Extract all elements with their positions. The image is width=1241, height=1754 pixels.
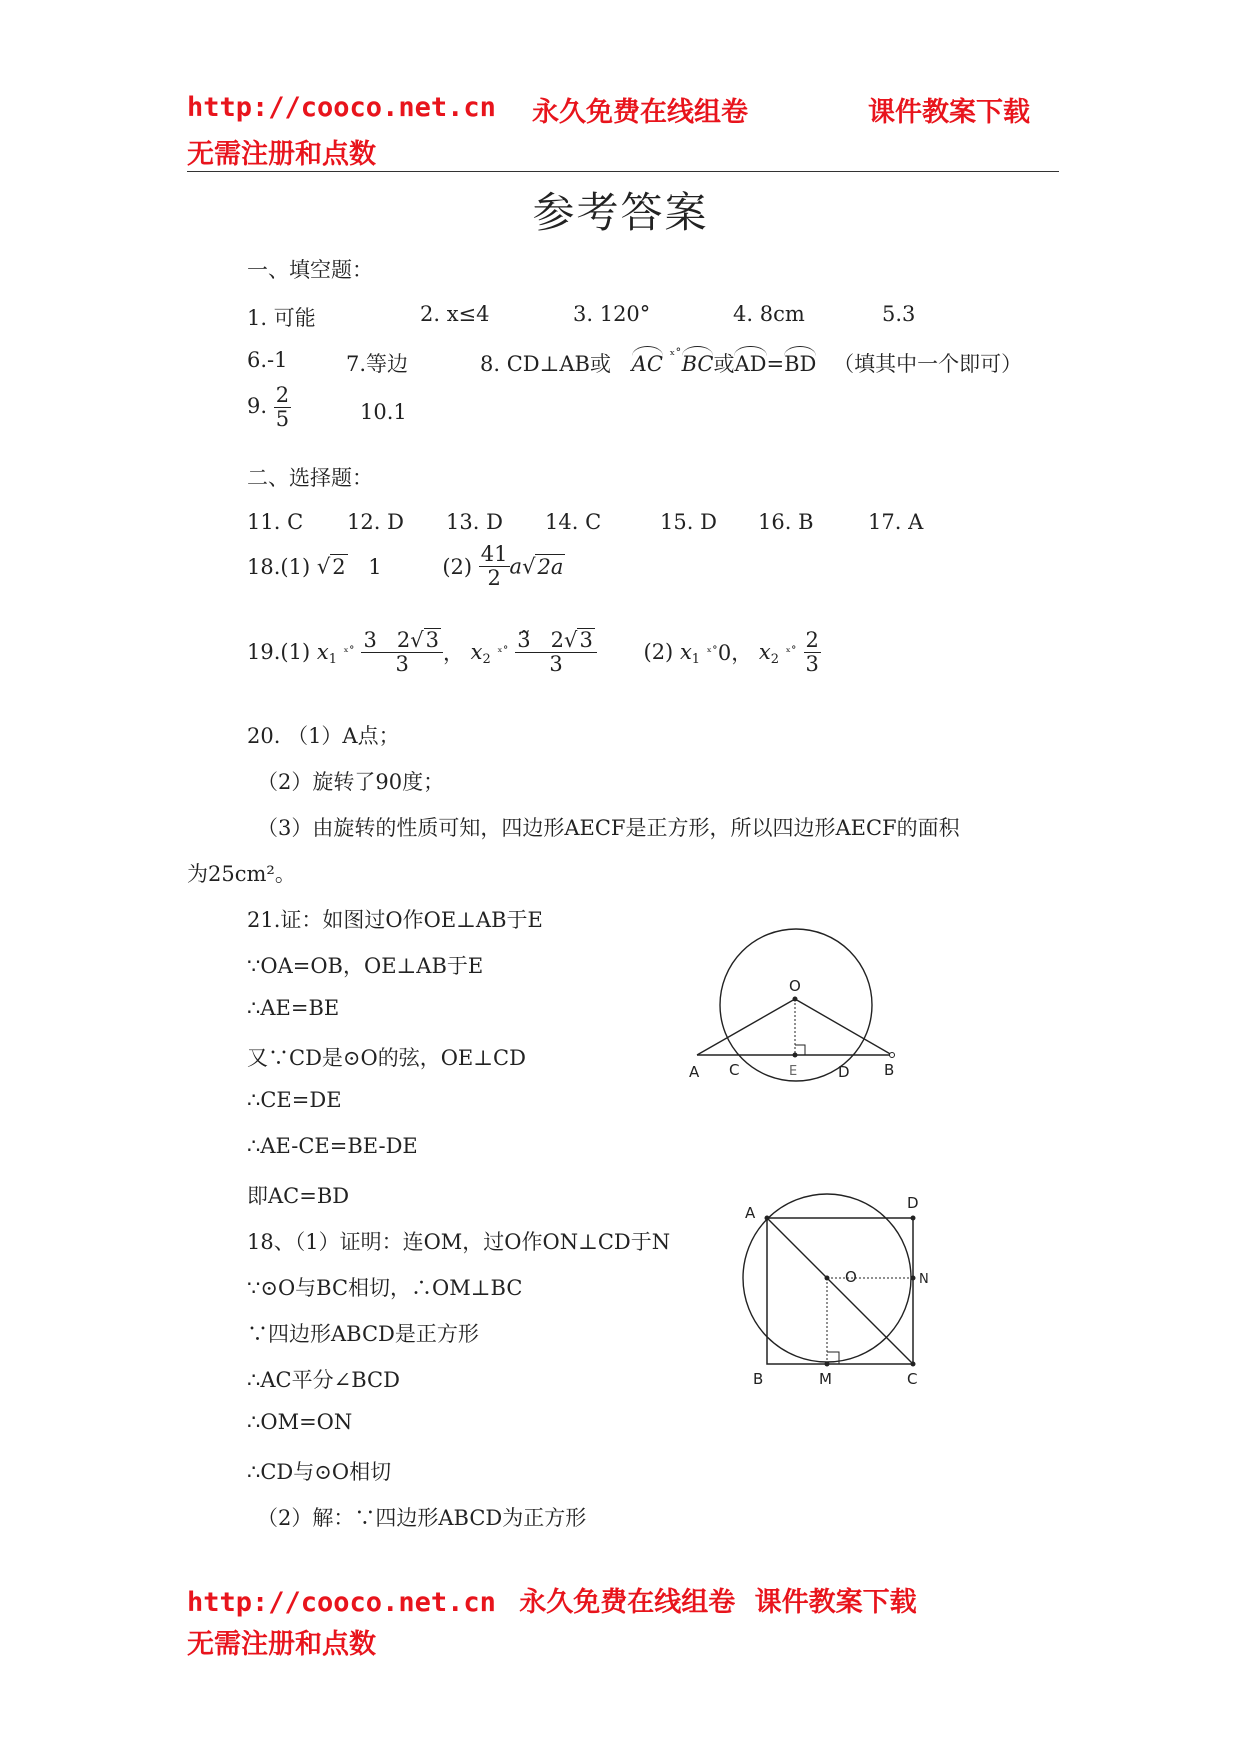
answer-20-line-4: 为25cm²。	[187, 862, 296, 886]
answer-20-line-1: 20. （1）A点；	[247, 724, 400, 748]
sqrt-sign: √	[316, 554, 331, 579]
answer-20-line-3: （3）由旋转的性质可知，四边形AECF是正方形，所以四边形AECF的面积	[257, 816, 960, 840]
answer-19-prefix: 19.(1)	[247, 640, 311, 665]
fraction-denominator: 3	[549, 652, 563, 677]
variable-x: x	[679, 640, 692, 665]
point-o	[793, 997, 798, 1002]
point-m	[825, 1362, 830, 1367]
answer-8	[480, 348, 1022, 378]
answer-10: 10.1	[360, 400, 407, 424]
answer-8-eq: =	[766, 352, 785, 376]
num-term: 3	[363, 628, 377, 652]
zero-value: 0，	[717, 641, 753, 666]
label-n: N	[919, 1272, 929, 1287]
label-d: D	[838, 1063, 850, 1081]
answer-8-or: 或	[713, 352, 735, 376]
proof-21-line: ∴AE=BE	[247, 996, 340, 1020]
answer-19	[247, 628, 821, 676]
footer-slogan-1: 永久免费在线组卷	[519, 1587, 736, 1618]
fraction	[274, 384, 291, 431]
choice-16: 16. B	[758, 510, 814, 534]
figure-circle-chord	[685, 925, 905, 1095]
diagonal-ac	[767, 1218, 913, 1364]
choice-11: 11. C	[247, 510, 304, 534]
label-o: O	[789, 977, 801, 995]
page-title: 参考答案	[532, 188, 709, 237]
header-url[interactable]: http://cooco.net.cn	[187, 92, 496, 123]
label-a: A	[745, 1204, 756, 1222]
subscript: 1	[691, 651, 701, 667]
fraction-numerator: 2	[275, 383, 290, 407]
label-b: B	[753, 1370, 764, 1388]
line-ob	[795, 999, 892, 1055]
point-b	[890, 1053, 895, 1058]
answer-18-prefix: 18.(1)	[247, 554, 311, 579]
sqrt-radicand: 3	[579, 628, 593, 652]
answer-9-prefix: 9.	[247, 394, 268, 419]
proof-18-line: （2）解：∵四边形ABCD为正方形	[257, 1506, 587, 1530]
label-c: C	[729, 1061, 740, 1079]
circle-o	[720, 929, 872, 1081]
point-e	[793, 1053, 798, 1058]
section2-heading: 二、选择题：	[247, 466, 373, 490]
fraction-numerator: 41	[480, 542, 508, 566]
fraction-numerator: 2	[805, 627, 819, 652]
answer-19-part2: (2)	[643, 640, 674, 665]
fraction-numerator: 3̃ 2√3	[515, 628, 597, 653]
proof-21-line: 即AC=BD	[247, 1184, 350, 1208]
fraction	[804, 629, 821, 676]
answer-5: 5.3	[882, 302, 916, 326]
footer-line-1	[187, 1580, 917, 1619]
subscript: 2	[770, 651, 780, 667]
answer-18-part1-tail: 1	[368, 554, 382, 579]
header-slogan-3: 无需注册和点数	[187, 139, 376, 170]
proof-21-line: ∵OA=OB，OE⊥AB于E	[247, 954, 484, 978]
fraction	[515, 628, 597, 676]
point-o	[825, 1276, 830, 1281]
variable-x: x	[470, 640, 483, 665]
num-term: 2	[550, 628, 565, 652]
proof-21-line: ∴CE=DE	[247, 1088, 342, 1112]
line-oa	[697, 999, 795, 1055]
arc-ad: AD	[734, 352, 767, 376]
header-slogan-1: 永久免费在线组卷	[532, 97, 748, 128]
fraction-denominator: 3	[395, 652, 409, 677]
sqrt-sign: √	[522, 554, 536, 579]
answer-6: 6.-1	[247, 348, 288, 372]
label-e: E	[789, 1064, 798, 1079]
answer-2: 2. x≤4	[420, 302, 490, 326]
answer-3: 3. 120°	[573, 302, 651, 326]
footer-slogan-2: 课件教案下载	[754, 1587, 917, 1618]
choice-14: 14. C	[545, 510, 602, 534]
garbled-glyph: ˣ˚	[669, 348, 682, 363]
fraction-denominator: 5	[275, 407, 290, 432]
answer-18-part2: (2)	[442, 554, 473, 579]
subscript: 2	[482, 651, 491, 667]
section1-heading: 一、填空题：	[247, 258, 373, 282]
fraction-denominator: 3	[805, 651, 819, 676]
proof-21-line: 又∵CD是⊙O的弦，OE⊥CD	[247, 1046, 526, 1070]
header-slogan-2: 课件教案下载	[868, 97, 1030, 128]
num-term: 2	[396, 628, 411, 652]
point-d	[911, 1216, 916, 1221]
choice-12: 12. D	[347, 510, 404, 534]
fraction-denominator: 2	[487, 566, 501, 591]
point-a	[765, 1216, 770, 1221]
answer-9	[247, 384, 291, 431]
arc-ac: AC	[631, 352, 663, 376]
point-n	[911, 1276, 916, 1281]
comma: ，	[442, 641, 464, 666]
fraction	[479, 543, 510, 590]
subscript: 1	[328, 651, 337, 667]
sqrt-radicand: 3	[425, 628, 439, 652]
garbled-glyph: ˣ˚	[343, 645, 355, 660]
answer-8-note: （填其中一个即可）	[833, 352, 1023, 376]
proof-18-line: ∴OM=ON	[247, 1410, 353, 1434]
answer-4: 4. 8cm	[733, 302, 805, 326]
garbled-glyph: ˣ˚	[785, 645, 797, 660]
choice-15: 15. D	[660, 510, 717, 534]
arc-bc: BC	[681, 352, 714, 376]
point-c	[911, 1362, 916, 1367]
sqrt-radicand: 2a	[537, 555, 564, 580]
answer-20-line-2: （2）旋转了90度；	[257, 770, 445, 794]
choice-17: 17. A	[868, 510, 924, 534]
figure-square-circle	[735, 1192, 940, 1392]
sqrt-radicand: 2	[332, 555, 346, 580]
variable-a: a	[509, 554, 523, 579]
variable-x: x	[316, 640, 329, 665]
proof-21-line: 21.证：如图过O作OE⊥AB于E	[247, 908, 543, 932]
proof-18-line: ∴AC平分∠BCD	[247, 1368, 400, 1392]
answer-18	[247, 543, 565, 590]
proof-18-line: ∵⊙O与BC相切，∴OM⊥BC	[247, 1276, 523, 1300]
header-line-1	[187, 92, 496, 123]
answer-1: 1. 可能	[247, 306, 316, 330]
footer-url[interactable]: http://cooco.net.cn	[187, 1587, 496, 1618]
label-b: B	[884, 1061, 895, 1079]
proof-18-line: ∴CD与⊙O相切	[247, 1460, 392, 1484]
label-m: M	[819, 1370, 832, 1388]
garbled-glyph: ˣ˚	[706, 645, 718, 660]
proof-18-line: ∵四边形ABCD是正方形	[247, 1322, 479, 1346]
fraction	[361, 628, 443, 676]
answer-8-prefix: 8. CD⊥AB或	[480, 352, 611, 376]
num-term: 3	[517, 628, 531, 652]
footer-slogan-3: 无需注册和点数	[187, 1629, 376, 1660]
arc-bd: BD	[784, 352, 817, 376]
header-divider	[187, 171, 1059, 172]
proof-21-line: ∴AE-CE=BE-DE	[247, 1134, 418, 1158]
answer-7: 7.等边	[346, 352, 409, 376]
garbled-glyph: ˣ˚	[497, 645, 509, 660]
variable-x: x	[758, 640, 771, 665]
label-d: D	[907, 1194, 919, 1212]
label-o: O	[845, 1268, 857, 1286]
proof-18-line: 18、（1）证明：连OM，过O作ON⊥CD于N	[247, 1230, 671, 1254]
choice-13: 13. D	[446, 510, 503, 534]
fraction-numerator: 3 2√3	[361, 628, 443, 653]
label-c: C	[907, 1370, 918, 1388]
label-a: A	[689, 1063, 700, 1081]
